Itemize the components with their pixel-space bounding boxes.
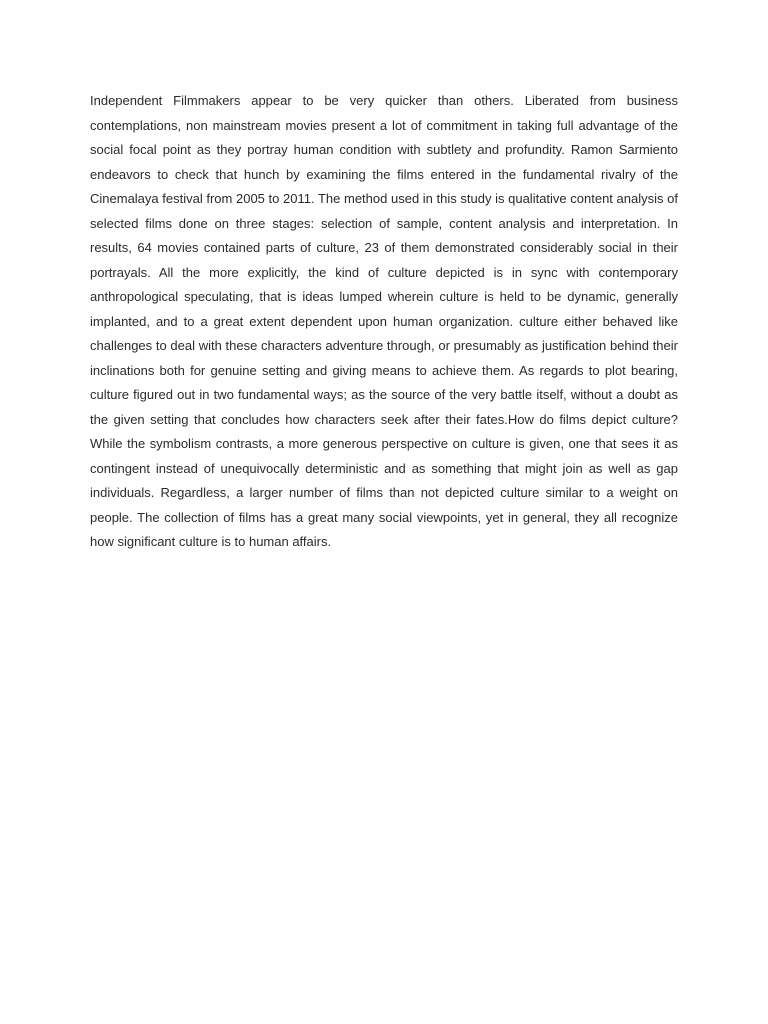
body-paragraph: Independent Filmmakers appear to be very quicker than others. Liberated from business contemplations, non mainstream movies present a lot of commitment in taking full advantage of the social focal point as they portray human condition with subtlety and profundity. Ramon Sarmiento endeavors to check that hunch by examining the films entered in the fundamental rivalry of the Cinemalaya festival from 2005 to 2011. The method used in this study is qualitative content analysis of selected films done on three stages: selection of sample, content analysis and interpretation. In results, 64 movies contained parts of culture, 23 of them demonstrated considerably social in their portrayals. All the more explicitly, the kind of culture depicted is in sync with contemporary anthropological speculating, that is ideas lumped wherein culture is held to be dynamic, generally implanted, and to a great extent dependent upon human organization. culture either behaved like challenges to deal with these characters adventure through, or presumably as justification behind their inclinations both for genuine setting and giving means to achieve them. As regards to plot bearing, culture figured out in two fundamental ways; as the source of the very battle itself, without a doubt as the given setting that concludes how characters seek after their fates.How do films depict culture? While the symbolism contrasts, a more generous perspective on culture is given, one that sees it as contingent instead of unequivocally deterministic and as something that might join as well as gap individuals. Regardless, a larger number of films than not depicted culture similar to a weight on people. The collection of films has a great many social viewpoints, yet in general, they all recognize how significant culture is to human affairs. <box>90 93 678 549</box>
